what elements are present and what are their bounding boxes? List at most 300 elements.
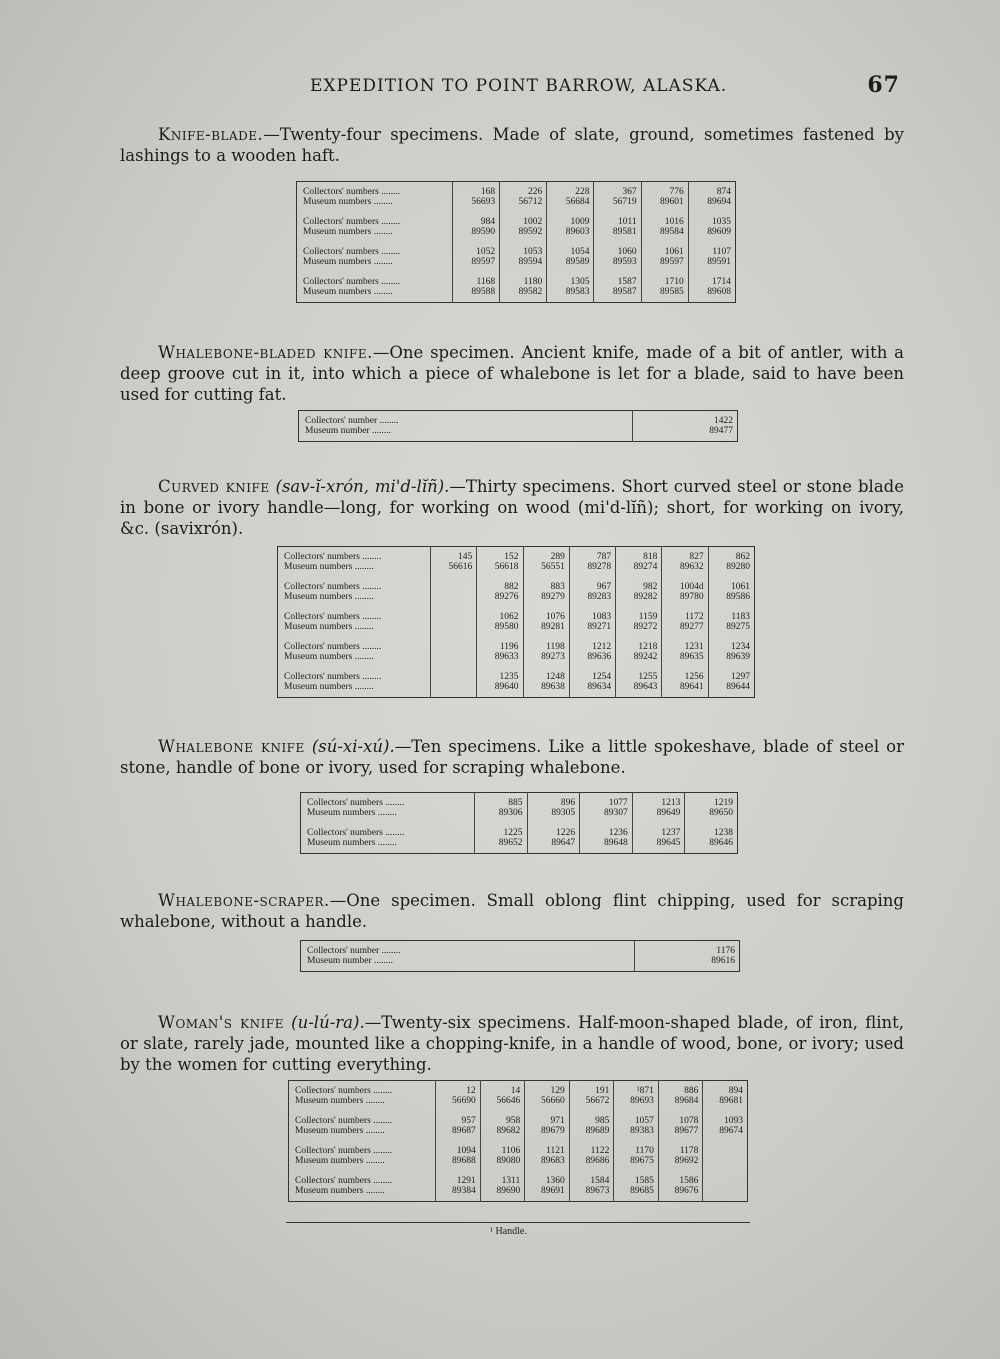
collectors-number: 1360 [545,1176,565,1186]
collectors-number: 1305 [570,277,590,287]
museum-number: 89634 [587,682,612,692]
number-cell [688,242,735,272]
museum-number: 89594 [518,257,543,267]
museum-label: Museum numbers ........ [284,652,374,662]
number-cell [658,1081,703,1112]
museum-number: 89597 [660,257,684,267]
collectors-number: ¹871 [636,1086,654,1096]
row-labels [278,547,431,578]
row-labels [289,1171,436,1202]
number-cell [452,272,499,303]
museum-number: 89648 [603,838,628,848]
table-row [301,941,740,972]
section-heading: Whalebone knife [158,737,305,756]
museum-label: Museum numbers ........ [303,227,393,237]
collectors-number: 1297 [731,672,750,682]
museum-number: 89679 [541,1126,565,1136]
collectors-label: Collectors' numbers ........ [303,217,401,227]
row-labels [278,667,431,698]
collectors-number: 1422 [714,416,733,426]
museum-number: 89274 [633,562,658,572]
collectors-number: 1016 [664,217,684,227]
collectors-number: 885 [508,798,523,808]
museum-number: 89591 [707,257,731,267]
table-row [297,272,736,303]
collectors-number: 1122 [590,1146,610,1156]
collectors-number: 882 [504,582,519,592]
museum-number: 89609 [707,227,731,237]
table-row [289,1171,748,1202]
number-cell [480,1171,525,1202]
museum-number [435,682,472,692]
number-cell [525,1171,570,1202]
collectors-number: 1180 [523,277,543,287]
collectors-number: 886 [684,1086,699,1096]
number-cell [662,607,708,637]
footnote-rule [286,1222,750,1223]
collectors-number: 1231 [684,642,704,652]
collectors-number: 1710 [664,277,684,287]
museum-number: 89601 [660,197,684,207]
section-heading: Curved knife [158,477,270,496]
museum-number: 89694 [707,197,731,207]
collectors-label: Collectors' numbers ........ [303,277,401,287]
museum-label: Museum numbers ........ [307,808,397,818]
number-cell [594,242,641,272]
number-cell [474,823,527,854]
collectors-number: 1183 [731,612,750,622]
number-cell [525,1081,570,1112]
museum-number: 89597 [471,257,496,267]
collectors-number: 982 [643,582,658,592]
museum-label: Museum numbers ........ [303,197,393,207]
collectors-number: 1054 [570,247,590,257]
museum-number: 89677 [674,1126,699,1136]
collectors-number: 1587 [617,277,637,287]
number-cell [452,182,499,213]
collectors-number: 1061 [731,582,750,592]
collectors-number: 1234 [731,642,750,652]
row-labels [278,577,431,607]
specimen-table-whalebone-bladed-knife [298,410,738,442]
collectors-number: 1218 [638,642,658,652]
row-labels [289,1081,436,1112]
number-cell [523,607,569,637]
number-cell [436,1171,481,1202]
row-labels [278,637,431,667]
collectors-label: Collectors' numbers ........ [307,828,405,838]
number-cell [708,637,754,667]
collectors-number: 367 [622,187,637,197]
museum-number: 89283 [587,592,612,602]
collectors-number: 874 [716,187,731,197]
number-cell [688,182,735,213]
collectors-number: 1254 [592,672,612,682]
collectors-number: 1585 [634,1176,654,1186]
collectors-number: 1586 [679,1176,699,1186]
row-labels [301,823,475,854]
section-knife-blade [120,124,904,166]
number-cell [527,793,580,824]
museum-number: 89280 [726,562,750,572]
number-cell [688,212,735,242]
collectors-label: Collectors' number ........ [307,946,401,956]
museum-number: 89242 [633,652,658,662]
museum-number: 89690 [496,1186,521,1196]
number-cell [525,1141,570,1171]
number-cell [614,1081,659,1112]
number-cell [633,411,738,442]
row-labels [297,182,453,213]
museum-number: 89638 [541,682,565,692]
museum-number: 89307 [603,808,628,818]
number-cell [547,242,594,272]
paragraph [120,736,904,778]
museum-number: 89681 [719,1096,743,1106]
number-cell [685,793,738,824]
number-cell [569,1141,614,1171]
row-labels [297,272,453,303]
collectors-number: 1213 [661,798,681,808]
collectors-number: 1584 [590,1176,610,1186]
section-text: —Thirty specimens. Short curved steel or stone blade in bone or ivory handle—long, for working on wood (mi'd-lĭñ); short, for working on ivory, &c. (savixrón). [120,477,904,538]
museum-label: Museum numbers ........ [284,562,374,572]
number-cell [708,607,754,637]
collectors-number: 1009 [570,217,590,227]
number-cell [477,607,523,637]
collectors-number: 985 [595,1116,610,1126]
number-cell [708,667,754,698]
row-labels [278,607,431,637]
museum-number: 56719 [612,197,637,207]
number-cell [703,1141,748,1171]
number-cell [688,272,735,303]
number-cell [569,1171,614,1202]
collectors-label: Collectors' numbers ........ [295,1116,393,1126]
museum-number: 89641 [679,682,704,692]
museum-number: 89277 [679,622,704,632]
number-cell [616,577,662,607]
museum-label: Museum numbers ........ [295,1126,385,1136]
collectors-number: 1256 [684,672,704,682]
museum-number: 89682 [496,1126,521,1136]
museum-number: 89275 [726,622,750,632]
museum-number: 89676 [674,1186,699,1196]
number-cell [658,1171,703,1202]
number-cell [436,1081,481,1112]
museum-label: Museum numbers ........ [284,592,374,602]
museum-number: 89281 [541,622,565,632]
collectors-number: 1248 [545,672,565,682]
collectors-number: 191 [595,1086,610,1096]
collectors-label: Collectors' numbers ........ [295,1086,393,1096]
paragraph [120,1012,904,1075]
number-cell [658,1111,703,1141]
number-cell [430,637,476,667]
collectors-number: 957 [461,1116,476,1126]
collectors-number: 1212 [592,642,612,652]
museum-number: 89383 [630,1126,654,1136]
museum-number: 89581 [612,227,637,237]
running-title: EXPEDITION TO POINT BARROW, ALASKA. [310,76,728,96]
museum-label: Museum number ........ [305,426,392,436]
collectors-label: Collectors' numbers ........ [295,1146,393,1156]
number-cell [641,272,688,303]
section-text: —Twenty-six specimens. Half-moon-shaped blade, of iron, flint, or slate, rarely jade, mounted like a chopping-knife, in a handle of wood, bone, or ivory; used by the women for cutting everything. [120,1013,905,1074]
table-row [278,547,755,578]
museum-label: Museum numbers ........ [307,838,397,848]
museum-label: Museum numbers ........ [284,682,374,692]
collectors-number: 1178 [679,1146,699,1156]
collectors-number: 1061 [664,247,684,257]
museum-number: 89080 [496,1156,521,1166]
section-text: —One specimen. Ancient knife, made of a bit of antler, with a deep groove cut in it, into which a piece of whalebone is let for a blade, said to have been used for cutting fat. [120,343,904,404]
museum-number: 89673 [585,1186,610,1196]
number-cell [662,637,708,667]
museum-number [435,622,472,632]
museum-number: 89684 [674,1096,699,1106]
museum-number: 56690 [451,1096,476,1106]
number-cell [523,547,569,578]
number-cell [477,637,523,667]
museum-number: 89635 [679,652,704,662]
museum-number [707,1186,743,1196]
specimen-table-curved-knife [277,546,755,698]
museum-number: 89645 [656,838,681,848]
number-cell [477,667,523,698]
row-labels [297,212,453,242]
table-row [299,411,738,442]
museum-number: 89588 [471,287,496,297]
number-cell [594,212,641,242]
collectors-number: 896 [560,798,576,808]
collectors-number: 1291 [456,1176,476,1186]
number-cell [569,607,615,637]
number-cell [658,1141,703,1171]
collectors-number: 1198 [546,642,565,652]
section-womans-knife [120,1012,904,1075]
table-row [289,1141,748,1171]
row-labels [299,411,633,442]
collectors-label: Collectors' numbers ........ [284,582,382,592]
number-cell [500,272,547,303]
museum-number: 89675 [630,1156,654,1166]
museum-number: 56684 [565,197,590,207]
museum-number: 89477 [709,426,733,436]
collectors-number [435,642,472,652]
paragraph [120,124,904,166]
number-cell [500,242,547,272]
collectors-number: 1172 [685,612,704,622]
museum-number: 89683 [541,1156,565,1166]
section-curved-knife [120,476,904,539]
number-cell [662,577,708,607]
collectors-number: 226 [528,187,543,197]
number-cell [547,272,594,303]
section-text: —Ten specimens. Like a little spokeshave, blade of steel or stone, handle of bone or ivory, used for scraping whalebone. [120,737,905,777]
collectors-number: 1219 [714,798,733,808]
number-cell [452,242,499,272]
museum-number: 89652 [498,838,523,848]
museum-number: 89640 [494,682,519,692]
collectors-number: 1035 [712,217,731,227]
museum-number: 89583 [565,287,590,297]
number-cell [616,637,662,667]
collectors-number: 1002 [523,217,543,227]
museum-number: 89590 [471,227,496,237]
museum-number: 89608 [707,287,731,297]
museum-number: 89646 [709,838,733,848]
number-cell [436,1141,481,1171]
collectors-number: 1237 [661,828,681,838]
table-row [278,637,755,667]
collectors-number: 129 [550,1086,565,1096]
collectors-number: 1052 [476,247,496,257]
table-row [297,212,736,242]
collectors-number: 818 [643,552,658,562]
museum-number: 89689 [585,1126,610,1136]
collectors-number: 1004d [679,582,704,592]
collectors-number: 1083 [592,612,612,622]
number-cell [616,667,662,698]
collectors-label: Collectors' numbers ........ [284,672,382,682]
table-row [289,1081,748,1112]
museum-number: 89384 [451,1186,476,1196]
number-cell [641,182,688,213]
number-cell [662,547,708,578]
number-cell [569,667,615,698]
specimen-table-knife-blade [296,181,736,303]
museum-number: 89587 [612,287,637,297]
number-cell [430,607,476,637]
museum-number: 89691 [541,1186,565,1196]
museum-number: 89644 [726,682,750,692]
collectors-label: Collectors' numbers ........ [295,1176,393,1186]
collectors-number: 787 [596,552,612,562]
museum-number: 56551 [541,562,565,572]
museum-number: 89632 [679,562,704,572]
number-cell [703,1171,748,1202]
museum-number: 89586 [726,592,750,602]
museum-number: 89282 [633,592,658,602]
collectors-number: 145 [458,552,473,562]
museum-number: 89780 [679,592,704,602]
paragraph [120,476,904,539]
collectors-number: 1176 [716,946,735,956]
collectors-number [707,1176,743,1186]
section-whalebone-knife [120,736,904,778]
museum-label: Museum numbers ........ [284,622,374,632]
number-cell [708,577,754,607]
collectors-number: 1235 [499,672,519,682]
museum-number: 56618 [494,562,519,572]
number-cell [480,1141,525,1171]
collectors-number [435,582,472,592]
number-cell [430,667,476,698]
collectors-number: 1226 [556,828,576,838]
collectors-number: 1062 [499,612,519,622]
number-cell [527,823,580,854]
specimen-table-whalebone-knife [300,792,738,854]
museum-label: Museum number ........ [307,956,394,966]
number-cell [525,1111,570,1141]
museum-label: Museum numbers ........ [295,1186,385,1196]
number-cell [547,212,594,242]
row-labels [301,941,635,972]
number-cell [500,212,547,242]
museum-number: 89305 [551,808,576,818]
collectors-number: 1159 [638,612,658,622]
number-cell [569,577,615,607]
museum-number: 89592 [518,227,543,237]
museum-number: 89278 [587,562,612,572]
collectors-number: 1076 [545,612,565,622]
section-heading: Woman's knife [158,1013,284,1032]
collectors-number: 1168 [476,277,496,287]
collectors-number: 1255 [638,672,658,682]
museum-number: 89306 [498,808,523,818]
number-cell [452,212,499,242]
collectors-number: 1106 [501,1146,521,1156]
museum-label: Museum numbers ........ [303,287,393,297]
museum-number [435,652,472,662]
museum-number: 89639 [726,652,750,662]
paragraph [120,342,904,405]
collectors-number: 1057 [634,1116,654,1126]
paragraph [120,890,904,932]
number-cell [703,1111,748,1141]
museum-number: 89273 [541,652,565,662]
collectors-number: 1011 [617,217,637,227]
museum-number: 89279 [541,592,565,602]
museum-number: 56660 [541,1096,565,1106]
collectors-label: Collectors' numbers ........ [284,642,382,652]
number-cell [614,1171,659,1202]
row-labels [301,793,475,824]
collectors-number: 1093 [724,1116,743,1126]
collectors-number: 289 [550,552,565,562]
number-cell [614,1141,659,1171]
museum-number: 89686 [585,1156,610,1166]
collectors-number: 883 [550,582,565,592]
section-heading: Whalebone-scraper. [158,891,330,910]
table-row [278,607,755,637]
museum-number: 89649 [656,808,681,818]
number-cell [616,607,662,637]
museum-number: 89603 [565,227,590,237]
museum-number: 56646 [496,1096,521,1106]
collectors-label: Collectors' numbers ........ [303,187,401,197]
collectors-number: 1714 [712,277,731,287]
collectors-number: 894 [728,1086,743,1096]
number-cell [703,1081,748,1112]
row-labels [289,1141,436,1171]
number-cell [477,577,523,607]
collectors-number [707,1146,743,1156]
number-cell [523,637,569,667]
museum-number: 89580 [494,622,519,632]
collectors-number: 1236 [608,828,628,838]
number-cell [500,182,547,213]
number-cell [569,637,615,667]
specimen-table-womans-knife [288,1080,748,1202]
section-whalebone-scraper [120,890,904,932]
collectors-number: 967 [596,582,612,592]
section-text: —Twenty-four specimens. Made of slate, ground, sometimes fastened by lashings to a wooden haft. [120,125,904,165]
native-term: (sú-xi-xú). [311,737,395,756]
section-heading: Whalebone-bladed knife. [158,343,373,362]
collectors-number: 1121 [546,1146,565,1156]
